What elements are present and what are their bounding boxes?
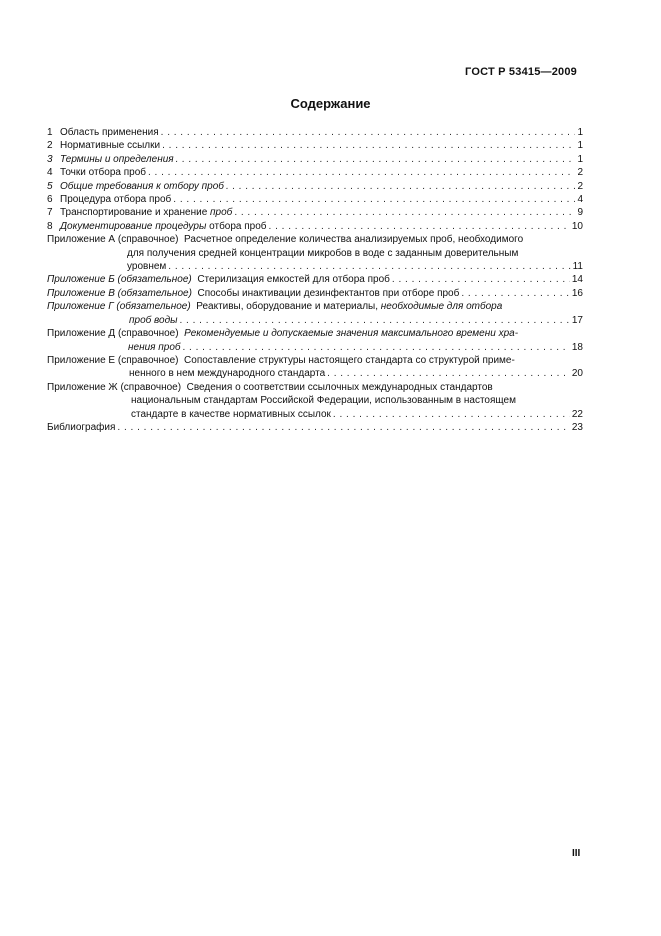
appendix-title-line: Способы инактивации дезинфектантов при отборе проб	[197, 287, 460, 299]
leader-dots	[461, 287, 570, 300]
appendix-label: Приложение В (обязательное)	[47, 287, 192, 299]
toc-entry-page: 9	[577, 207, 583, 219]
appendix-title-line: Реактивы, оборудование и материалы,	[196, 301, 378, 313]
toc-entry-page: 20	[571, 368, 583, 380]
appendix-title-line: Расчетное определение количества анализируемых проб, необходимого	[184, 234, 524, 246]
toc-entry-number: 8	[47, 220, 53, 232]
appendix-title-line: уровнем	[127, 261, 167, 273]
page-number: III	[572, 848, 581, 859]
toc-entry-page: 14	[571, 274, 583, 286]
appendix-title-line: проб воды	[129, 314, 178, 326]
toc-bibliography[interactable]	[47, 421, 583, 434]
leader-dots	[333, 408, 570, 421]
toc-entry-page: 2	[577, 180, 583, 192]
toc-entry-8[interactable]	[47, 220, 583, 233]
toc-entry-2[interactable]	[47, 139, 583, 152]
leader-dots	[148, 166, 575, 179]
toc-appendix-e[interactable]	[47, 354, 583, 381]
toc-entry-page: 23	[571, 421, 583, 433]
toc-entry-number: 5	[47, 180, 53, 192]
toc-appendix-a[interactable]	[47, 233, 583, 273]
toc-entry-3[interactable]	[47, 153, 583, 166]
toc-entry-page: 10	[571, 220, 583, 232]
leader-dots	[176, 153, 576, 166]
appendix-title-italic: необходимые для отбора	[380, 301, 503, 313]
toc-entry-text: Термины и определения	[60, 153, 174, 165]
toc-entry-text-italic: Документирование процедуры	[60, 220, 207, 232]
appendix-label: Приложение А (справочное)	[47, 234, 179, 246]
leader-dots	[226, 180, 576, 193]
appendix-title-line: стандарте в качестве нормативных ссылок	[131, 408, 331, 420]
toc-entry-page: 1	[577, 153, 583, 165]
leader-dots	[392, 273, 570, 286]
toc-entry-1[interactable]	[47, 126, 583, 139]
toc-entry-page: 17	[571, 314, 583, 326]
appendix-title-line: Стерилизация емкостей для отбора проб	[197, 274, 390, 286]
toc-appendix-v[interactable]	[47, 287, 583, 300]
toc-entry-text: Нормативные ссылки	[60, 140, 161, 152]
toc-entry-text: Процедура отбора проб	[60, 194, 172, 206]
leader-dots	[161, 126, 576, 139]
leader-dots	[173, 193, 575, 206]
toc-appendix-b[interactable]	[47, 273, 583, 286]
appendix-title-line: ненного в нем международного стандарта	[129, 368, 326, 380]
toc-entry-text: Транспортирование и хранение	[60, 207, 208, 219]
toc-entry-6[interactable]	[47, 193, 583, 206]
toc-entry-number: 7	[47, 207, 53, 219]
toc-entry-4[interactable]	[47, 166, 583, 179]
toc-entry-page: 2	[577, 167, 583, 179]
appendix-label: Приложение Ж (справочное)	[47, 381, 182, 393]
leader-dots	[327, 367, 570, 380]
toc-appendix-d[interactable]	[47, 327, 583, 354]
appendix-label: Приложение Е (справочное)	[47, 354, 179, 366]
toc-entry-page: 22	[571, 408, 583, 420]
leader-dots	[183, 341, 570, 354]
leader-dots	[117, 421, 569, 434]
document-header-code: ГОСТ Р 53415—2009	[465, 66, 577, 78]
toc-entry-text: Область применения	[60, 127, 159, 138]
appendix-label: Приложение Г (обязательное)	[47, 301, 191, 313]
toc-title: Содержание	[290, 96, 371, 111]
appendix-label: Приложение Д (справочное)	[47, 328, 179, 340]
toc-appendix-zh[interactable]	[47, 381, 583, 421]
table-of-contents	[47, 126, 583, 434]
toc-entry-text: отбора проб	[209, 220, 267, 232]
toc-entry-page: 1	[577, 140, 583, 152]
leader-dots	[168, 260, 570, 273]
leader-dots	[234, 206, 575, 219]
toc-entry-page: 18	[571, 341, 583, 353]
toc-entry-page: 16	[571, 287, 583, 299]
toc-entry-number: 3	[47, 153, 53, 165]
appendix-label: Приложение Б (обязательное)	[47, 274, 192, 286]
toc-entry-text-italic: проб	[210, 207, 233, 219]
leader-dots	[162, 139, 575, 152]
appendix-title-line: национальным стандартам Российской Федерации, использованным в настоящем	[131, 395, 516, 407]
toc-entry-number: 4	[47, 167, 53, 179]
toc-entry-number: 1	[47, 127, 53, 138]
toc-appendix-g[interactable]	[47, 300, 583, 327]
toc-entry-text: Точки отбора проб	[60, 167, 146, 179]
appendix-title-line: Сведения о соответствии ссылочных международных стандартов	[186, 381, 493, 393]
appendix-title-line: Рекомендуемые и допускаемые значения максимального времени хра-	[184, 328, 519, 340]
toc-entry-page: 4	[577, 194, 583, 206]
leader-dots	[179, 314, 569, 327]
toc-entry-page: 1	[577, 127, 583, 138]
appendix-title-line: Сопоставление структуры настоящего стандарта со структурой приме-	[184, 354, 515, 366]
toc-entry-text: Общие требования к отбору проб	[60, 180, 224, 192]
appendix-title-line: нения проб	[128, 341, 181, 353]
toc-entry-7[interactable]	[47, 206, 583, 219]
toc-entry-text: Библиография	[47, 421, 116, 433]
leader-dots	[269, 220, 570, 233]
appendix-title-line: для получения средней концентрации микробов в воде с заданным доверительным	[127, 247, 519, 259]
toc-entry-number: 2	[47, 140, 53, 152]
toc-entry-5[interactable]	[47, 180, 583, 193]
toc-entry-page: 11	[572, 261, 583, 273]
toc-entry-number: 6	[47, 194, 53, 206]
